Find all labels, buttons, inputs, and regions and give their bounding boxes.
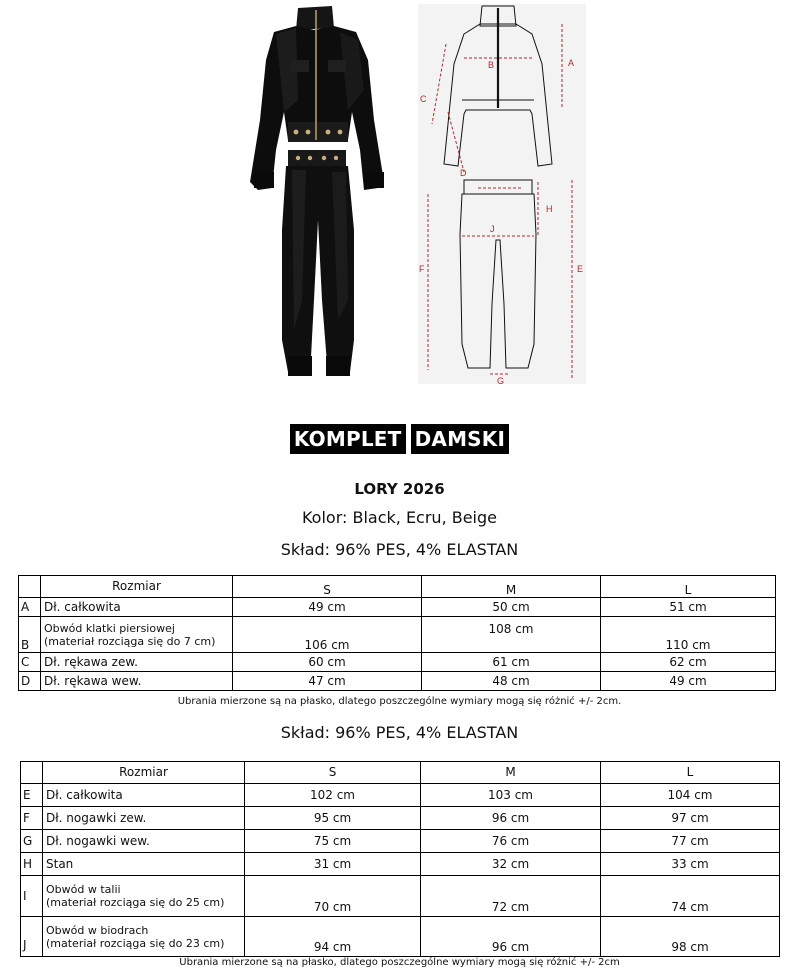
row-label: Obwód w biodrach [46,923,149,937]
table-header-row [21,762,780,784]
cell-l: 104 cm [601,784,780,807]
cell-s: 70 cm [245,876,421,917]
row-label-cell [43,876,245,917]
row-letter: D [19,672,41,691]
measurement-diagram [418,4,586,384]
cell-m: 61 cm [422,653,601,672]
cell-s: 49 cm [233,598,422,617]
cell-s: 106 cm [233,617,422,653]
row-note: (materiał rozciąga się do 23 cm) [46,936,225,950]
row-label: Dł. nogawki wew. [43,830,245,853]
cell-m: 96 cm [421,917,601,957]
product-photo [236,0,406,385]
row-letter: F [21,807,43,830]
row-label: Dł. rękawa wew. [41,672,233,691]
row-label: Dł. nogawki zew. [43,807,245,830]
table-row [19,598,776,617]
cell-s: 75 cm [245,830,421,853]
diagram-label-f: F [419,264,425,274]
row-note: (materiał rozciąga się do 7 cm) [44,634,216,648]
product-title [0,424,799,454]
cell-m: 50 cm [422,598,601,617]
size-table-trousers [20,761,780,957]
row-letter: H [21,853,43,876]
header-size-l: L [601,762,780,784]
table-row [21,917,780,957]
cell-m: 108 cm [422,617,601,653]
table-row [19,653,776,672]
cell-m: 96 cm [421,807,601,830]
row-letter: A [19,598,41,617]
header-size-m: M [422,576,601,598]
size-table-jacket [18,575,776,691]
row-letter: I [21,876,43,917]
title-word-2: DAMSKI [411,424,510,454]
row-label: Obwód klatki piersiowej [44,621,175,635]
table-row [21,876,780,917]
header-size-m: M [421,762,601,784]
diagram-label-g: G [497,376,505,384]
color-line: Kolor: Black, Ecru, Beige [301,508,497,527]
row-label: Obwód w talii [46,883,121,896]
header-letter-cell [21,762,43,784]
row-label: Dł. całkowita [41,598,233,617]
cell-l: 33 cm [601,853,780,876]
cell-s: 102 cm [245,784,421,807]
cell-l: 74 cm [601,876,780,917]
model-name: LORY 2026 [354,480,445,498]
cell-l: 62 cm [601,653,776,672]
table-row [19,617,776,653]
table-row [21,830,780,853]
cell-s: 60 cm [233,653,422,672]
cell-l: 77 cm [601,830,780,853]
diagram-label-h: H [546,204,553,214]
measurement-note-jacket: Ubrania mierzone są na płasko, dlatego poszczególne wymiary mogą się różnić +/- 2cm. [177,696,622,707]
row-letter: B [19,617,41,653]
row-letter: C [19,653,41,672]
row-label: Dł. całkowita [43,784,245,807]
cell-l: 110 cm [601,617,776,653]
trousers-illustration [282,150,354,376]
header-letter-cell [19,576,41,598]
table-row [21,807,780,830]
composition-jacket: Skład: 96% PES, 4% ELASTAN [280,540,519,559]
table-row [21,784,780,807]
header-size-label: Rozmiar [43,762,245,784]
header-size-l: L [601,576,776,598]
cell-l: 98 cm [601,917,780,957]
cell-s: 95 cm [245,807,421,830]
row-label: Dł. rękawa zew. [41,653,233,672]
row-letter: E [21,784,43,807]
cell-m: 72 cm [421,876,601,917]
diagram-label-c: C [420,94,427,104]
table-row [19,672,776,691]
diagram-label-b: B [488,60,495,70]
row-label-cell [43,917,245,957]
cell-m: 48 cm [422,672,601,691]
header-size-s: S [233,576,422,598]
cell-s: 31 cm [245,853,421,876]
row-letter: J [21,917,43,957]
measurement-note-trousers: Ubrania mierzone są na płasko, dlatego poszczególne wymiary mogą się różnić +/- 2cm [179,957,620,968]
cell-s: 47 cm [233,672,422,691]
cell-l: 51 cm [601,598,776,617]
cell-m: 103 cm [421,784,601,807]
table-row [21,853,780,876]
cell-l: 97 cm [601,807,780,830]
row-label-cell [41,617,233,653]
row-label: Stan [43,853,245,876]
cell-m: 76 cm [421,830,601,853]
cell-l: 49 cm [601,672,776,691]
cell-s: 94 cm [245,917,421,957]
diagram-label-j: J [490,224,495,234]
header-size-label: Rozmiar [41,576,233,598]
diagram-label-d: D [460,168,467,178]
composition-trousers: Skład: 96% PES, 4% ELASTAN [280,723,519,742]
title-word-1: KOMPLET [290,424,406,454]
row-letter: G [21,830,43,853]
table-header-row [19,576,776,598]
diagram-label-a: A [568,58,575,68]
header-size-s: S [245,762,421,784]
row-note: (materiał rozciąga się do 25 cm) [46,896,225,909]
cell-m: 32 cm [421,853,601,876]
diagram-label-e: E [577,264,584,274]
